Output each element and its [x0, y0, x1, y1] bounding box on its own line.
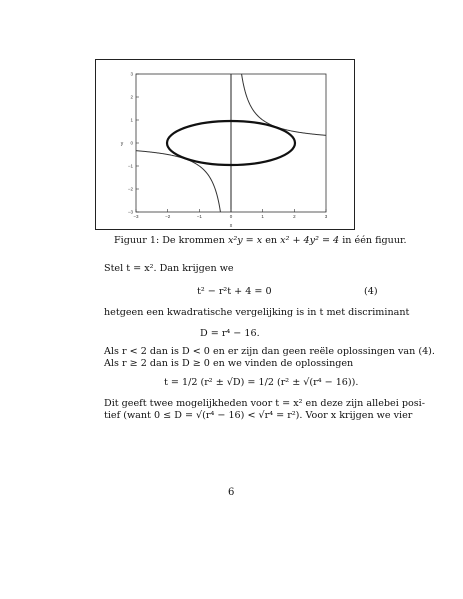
caption-eq2: x² + 4y² = 4: [280, 235, 340, 246]
series-hyperbola-left: [136, 151, 220, 212]
y-tick-label: 1: [130, 117, 133, 123]
y-tick-label: −3: [127, 209, 133, 215]
x-tick-label: 1: [261, 214, 264, 219]
x-tick-label: 3: [324, 214, 328, 219]
x-tick-label: 0: [229, 214, 233, 219]
x-tick-label: −2: [165, 214, 171, 219]
equation-discriminant: D = r⁴ − 16.: [200, 328, 260, 339]
page-number: 6: [228, 487, 235, 498]
y-tick-label: −2: [127, 186, 133, 192]
caption-mid: en: [262, 235, 281, 246]
y-tick-label: 0: [130, 140, 133, 146]
y-tick-label: −1: [127, 163, 133, 169]
x-tick-label: 2: [293, 214, 296, 219]
x-tick-label: −3: [133, 214, 139, 219]
equation-4-number: (4): [364, 286, 378, 297]
equation-solutions: t = 1/2 (r² ± √D) = 1/2 (r² ± √(r⁴ − 16)).: [164, 377, 359, 388]
y-axis-label: y: [120, 141, 124, 147]
body-line-2: hetgeen een kwadratische vergelijking is in t met discriminant: [104, 307, 410, 318]
body-line-3: Als r < 2 dan is D < 0 en er zijn dan geen reële oplossingen van (4).: [104, 346, 435, 357]
body-line-5: Dit geeft twee mogelijkheden voor t = x² en deze zijn allebei posi-: [104, 398, 425, 409]
x-tick-label: −1: [196, 214, 202, 219]
caption-eq1: x²y = x: [227, 235, 263, 246]
body-line-6: tief (want 0 ≤ D = √(r⁴ − 16) < √r⁴ = r²). Voor x krijgen we vier: [104, 410, 413, 421]
body-line-1: Stel t = x². Dan krijgen we: [104, 263, 234, 274]
y-tick-label: 3: [130, 71, 133, 77]
x-axis-label: x: [229, 223, 233, 229]
body-line-4: Als r ≥ 2 dan is D ≥ 0 en we vinden de oplossingen: [104, 358, 354, 369]
caption-prefix: Figuur 1: De krommen: [114, 235, 228, 246]
y-tick-label: 2: [130, 94, 133, 100]
equation-4: t² − r²t + 4 = 0: [197, 286, 272, 297]
figure-caption: [114, 235, 407, 247]
series-hyperbola-right: [242, 74, 326, 135]
caption-suffix: in één figuur.: [339, 235, 407, 246]
